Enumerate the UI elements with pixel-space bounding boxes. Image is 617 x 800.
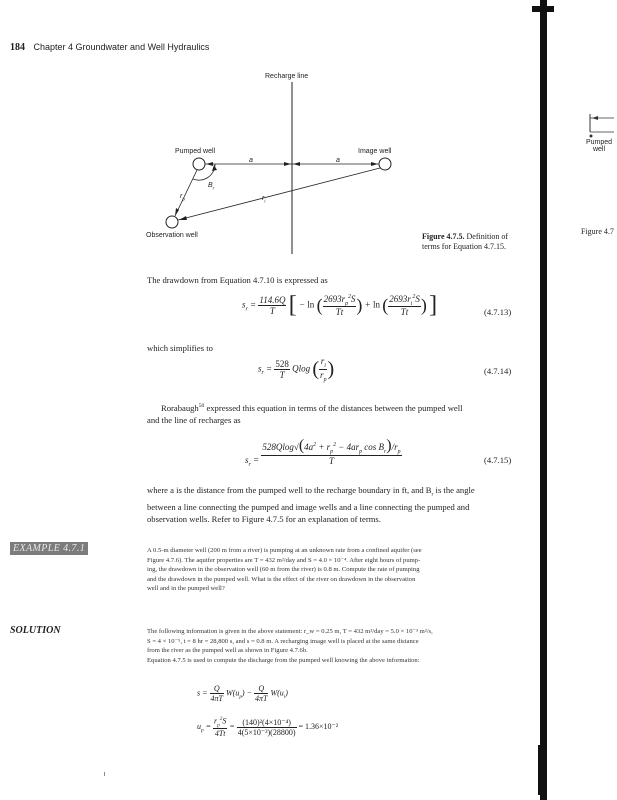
- simplifies-text: which simplifies to: [147, 343, 213, 353]
- equation-number-4-7-15: (4.7.15): [484, 455, 512, 465]
- ri-line: [178, 168, 380, 220]
- page-edge-bottom-mark: [538, 745, 542, 795]
- where-paragraph: where a is the distance from the pumped well to the recharge boundary in ft, and $B_r$ is the angle between a line connecting the pumped and image wells and a line connecting the pumped and observation wells. Refer to Figure 4.7.5 for an explanation of terms.: [147, 485, 475, 524]
- a-left-label: a: [249, 157, 253, 164]
- page-header: [10, 42, 209, 53]
- figure-caption: Figure 4.7.5. Definition of terms for Equation 4.7.15.: [422, 232, 509, 251]
- solution-equation-up: $u_p$ = $\frac{r_p^2S}{4Tt}$ = $\frac{\text{(140)²(4×10⁻⁴)}}{\text{4(5×10⁻³)(28800)}}$ = 1.36×10⁻²: [197, 716, 339, 739]
- rp-label: $r_p$: [180, 193, 185, 202]
- margin-figure-ref: Figure 4.7: [581, 227, 614, 236]
- rorabaugh-paragraph: Rorabaugh$^{50}$ expressed this equation in terms of the distances between the pumped well and the line of recharges as: [147, 402, 463, 425]
- solution-text: The following information is given in the above statement: r_w = 0.25 m, T = 432 m²/day = 5.0 × 10⁻³ m²/s, S = 4 × 10⁻⁵, t = 8 hr = 28,800 s, and s = 0.8 m. A recharging image well is placed at the same distance from the river as the pumped well as shown in Figure 4.7.6b. Equation 4.7.5 is used to compute the discharge from the pumped well knowing the above information:: [147, 628, 433, 664]
- equation-4-7-14: $s_r$ = $\frac{528}{T}$ Qlog ( $\frac{r_i}{r_p}$ ): [258, 356, 335, 383]
- observation-well-label: Observation well: [146, 232, 198, 239]
- page-edge-top-mark: [532, 6, 554, 12]
- chapter-title: Chapter 4 Groundwater and Well Hydraulics: [33, 42, 210, 52]
- equation-number-4-7-14: (4.7.14): [484, 366, 512, 376]
- pumped-well-label: Pumped well: [175, 148, 216, 155]
- example-text: A 0.5-m diameter well (200 m from a river) is pumping at an unknown rate from a confined aquifer (see Figure 4.7.6). The aquifer properties are T = 432 m²/day and S = 4.0 × 10⁻⁴. After eight hours of pump- ing, the drawdown in the observation well (60 m from the river) is 0.8 m. Compute the rate of pumping and the drawdown in the pumped well. What is the effect of the river on drawdown in the observation well and in the pumped well?: [147, 547, 422, 593]
- equation-4-7-13: $s_r$ = $\frac{114.6Q}{T}$ [ − ln ( $\frac{2693r_p^2S}{Tt}$ ) + ln ( $\frac{2693r_i^2S}{Tt}$ ) ]: [242, 292, 438, 318]
- equation-4-7-15: $s_r$ = $\frac{528Qlog√(4a^2 + r_p^2 - 4ar_p \cos B_r)/r_p}{T}$: [245, 437, 401, 468]
- margin-arrow-icon: [588, 110, 616, 140]
- example-label: EXAMPLE 4.7.1: [10, 542, 88, 555]
- recharge-line-label: Recharge line: [265, 73, 309, 80]
- br-label: $B_r$: [208, 182, 215, 191]
- pumped-well-marker: [193, 158, 205, 170]
- margin-pumped-label: Pumped well: [585, 139, 613, 153]
- observation-well-marker: [166, 216, 178, 228]
- image-well-marker: [379, 158, 391, 170]
- page-edge-bar: [540, 0, 547, 800]
- intro-paragraph: The drawdown from Equation 4.7.10 is expressed as: [147, 275, 328, 285]
- solution-equation-s: s = $\frac{Q}{4\pi T}$ $W(u_p)$ − $\frac{Q}{4\pi T}$ $W(u_i)$: [197, 684, 288, 703]
- image-well-label: Image well: [358, 148, 392, 155]
- rp-line: [175, 170, 197, 216]
- figure-4-7-5-diagram: [140, 82, 420, 257]
- equation-number-4-7-13: (4.7.13): [484, 307, 512, 317]
- scan-mark: [104, 772, 105, 776]
- solution-label: SOLUTION: [10, 625, 61, 636]
- ri-label: $r_i$: [262, 195, 266, 204]
- a-right-label: a: [336, 157, 340, 164]
- page-number: 184: [10, 42, 25, 53]
